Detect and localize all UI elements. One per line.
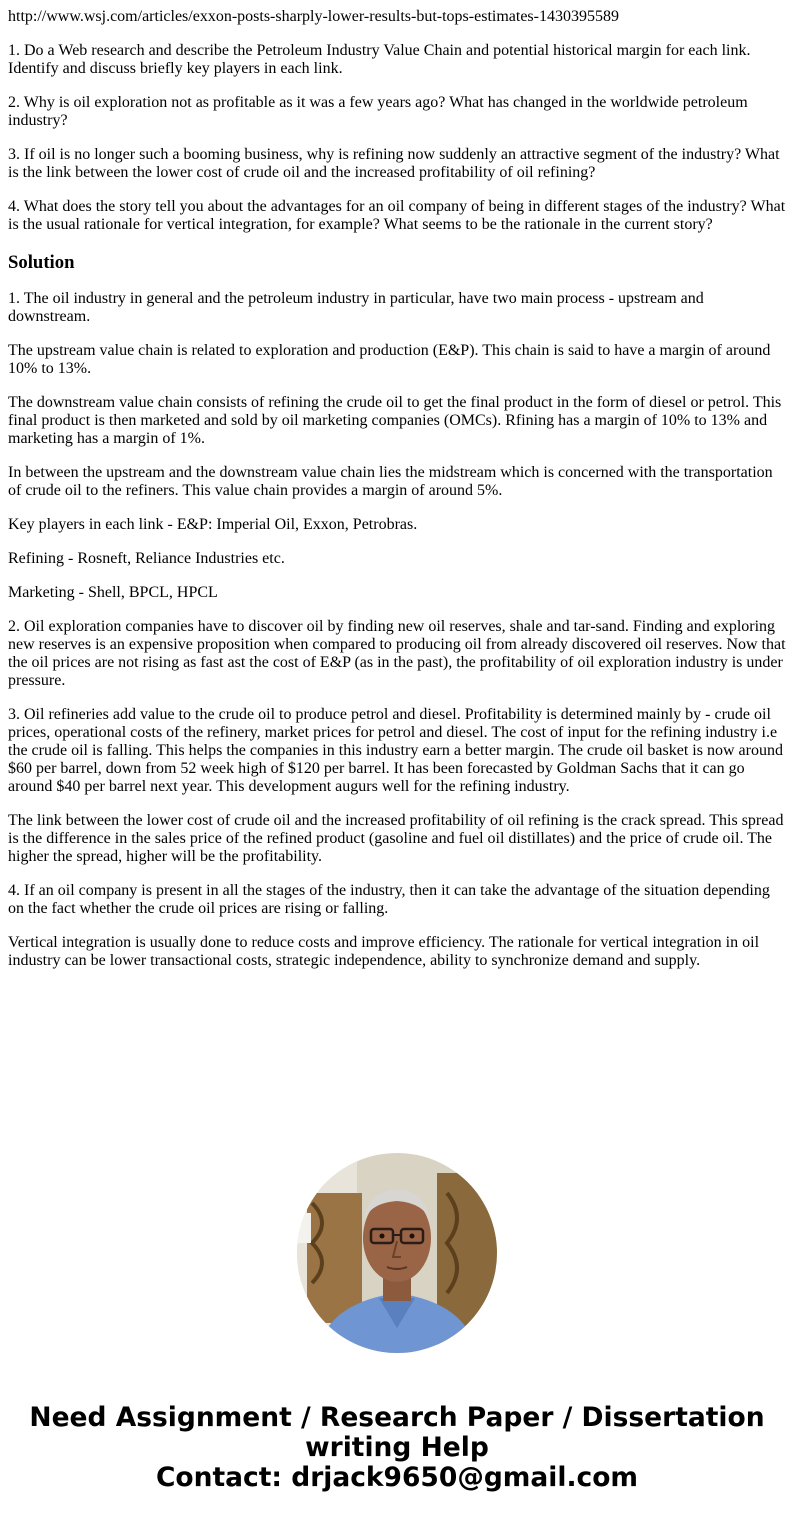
solution-body: [8, 290, 786, 970]
solution-paragraph: The downstream value chain consists of refining the crude oil to get the final product in the form of diesel or petrol. This final product is then marketed and sold by oil marketing companies (OMCs). Rfining has a margin of 10% to 13% and marketing has a margin of 1%.: [8, 394, 782, 447]
solution-paragraph: Key players in each link - E&P: Imperial Oil, Exxon, Petrobras.: [8, 516, 418, 533]
solution-paragraph: Vertical integration is usually done to reduce costs and improve efficiency. The rationale for vertical integration in oil industry can be lower transactional costs, strategic independence, ability to synchronize demand and supply.: [8, 934, 760, 969]
solution-paragraph: 4. If an oil company is present in all the stages of the industry, then it can take the advantage of the situation depending on the fact whether the crude oil prices are rising or falling.: [8, 882, 770, 917]
footer-line-1: Need Assignment / Research Paper / Dissertation: [29, 1402, 765, 1433]
document-body: [8, 8, 786, 986]
tutor-photo-avatar: [297, 1153, 497, 1353]
question-2: 2. Why is oil exploration not as profitable as it was a few years ago? What has changed in the worldwide petroleum industry?: [8, 94, 748, 129]
footer-contact-line: Contact: drjack9650@gmail.com: [155, 1462, 639, 1493]
solution-paragraph: 2. Oil exploration companies have to discover oil by finding new oil reserves, shale and tar-sand. Finding and exploring new reserves is an expensive proposition when compared to producing oil from already discovered oil reserves. Now that the oil prices are not rising as fast ast the cost of E&P (as in the past), the profitability of oil exploration industry is under pressure.: [8, 618, 786, 689]
solution-paragraph: The link between the lower cost of crude oil and the increased profitability of oil refining is the crack spread. This spread is the difference in the sales price of the refined product (gasoline and fuel oil distillates) and the price of crude oil. The higher the spread, higher will be the profitability.: [8, 812, 784, 865]
solution-paragraph: In between the upstream and the downstream value chain lies the midstream which is concerned with the transportation of crude oil to the refiners. This value chain provides a margin of around 5%.: [8, 464, 773, 499]
question-list: [8, 42, 786, 234]
footer-line-2: writing Help: [305, 1432, 489, 1463]
solution-heading: Solution: [8, 252, 75, 273]
solution-paragraph: Refining - Rosneft, Reliance Industries etc.: [8, 550, 285, 567]
contact-footer: [0, 1403, 794, 1493]
question-3: 3. If oil is no longer such a booming business, why is refining now suddenly an attractive segment of the industry? What is the link between the lower cost of crude oil and the increased profitability of oil refining?: [8, 146, 780, 181]
solution-paragraph: The upstream value chain is related to exploration and production (E&P). This chain is said to have a margin of around 10% to 13%.: [8, 342, 771, 377]
person-portrait-icon: [297, 1153, 497, 1353]
question-1: 1. Do a Web research and describe the Petroleum Industry Value Chain and potential historical margin for each link. Identify and discuss briefly key players in each link.: [8, 42, 751, 77]
solution-paragraph: 1. The oil industry in general and the petroleum industry in particular, have two main process - upstream and downstream.: [8, 290, 704, 325]
solution-paragraph: 3. Oil refineries add value to the crude oil to produce petrol and diesel. Profitability is determined mainly by - crude oil prices, operational costs of the refinery, market prices for petrol and diesel. The cost of input for the refining industry i.e the crude oil is falling. This helps the companies in this industry earn a better margin. The crude oil basket is now around $60 per barrel, down from 52 week high of $120 per barrel. It has been forecasted by Goldman Sachs that it can go around $40 per barrel next year. This development augurs well for the refining industry.: [8, 706, 783, 795]
question-4: 4. What does the story tell you about the advantages for an oil company of being in different stages of the industry? What is the usual rationale for vertical integration, for example? What seems to be the rationale in the current story?: [8, 198, 786, 233]
solution-paragraph: Marketing - Shell, BPCL, HPCL: [8, 584, 218, 601]
source-url: http://www.wsj.com/articles/exxon-posts-sharply-lower-results-but-tops-estimates-1430395589: [8, 8, 619, 25]
